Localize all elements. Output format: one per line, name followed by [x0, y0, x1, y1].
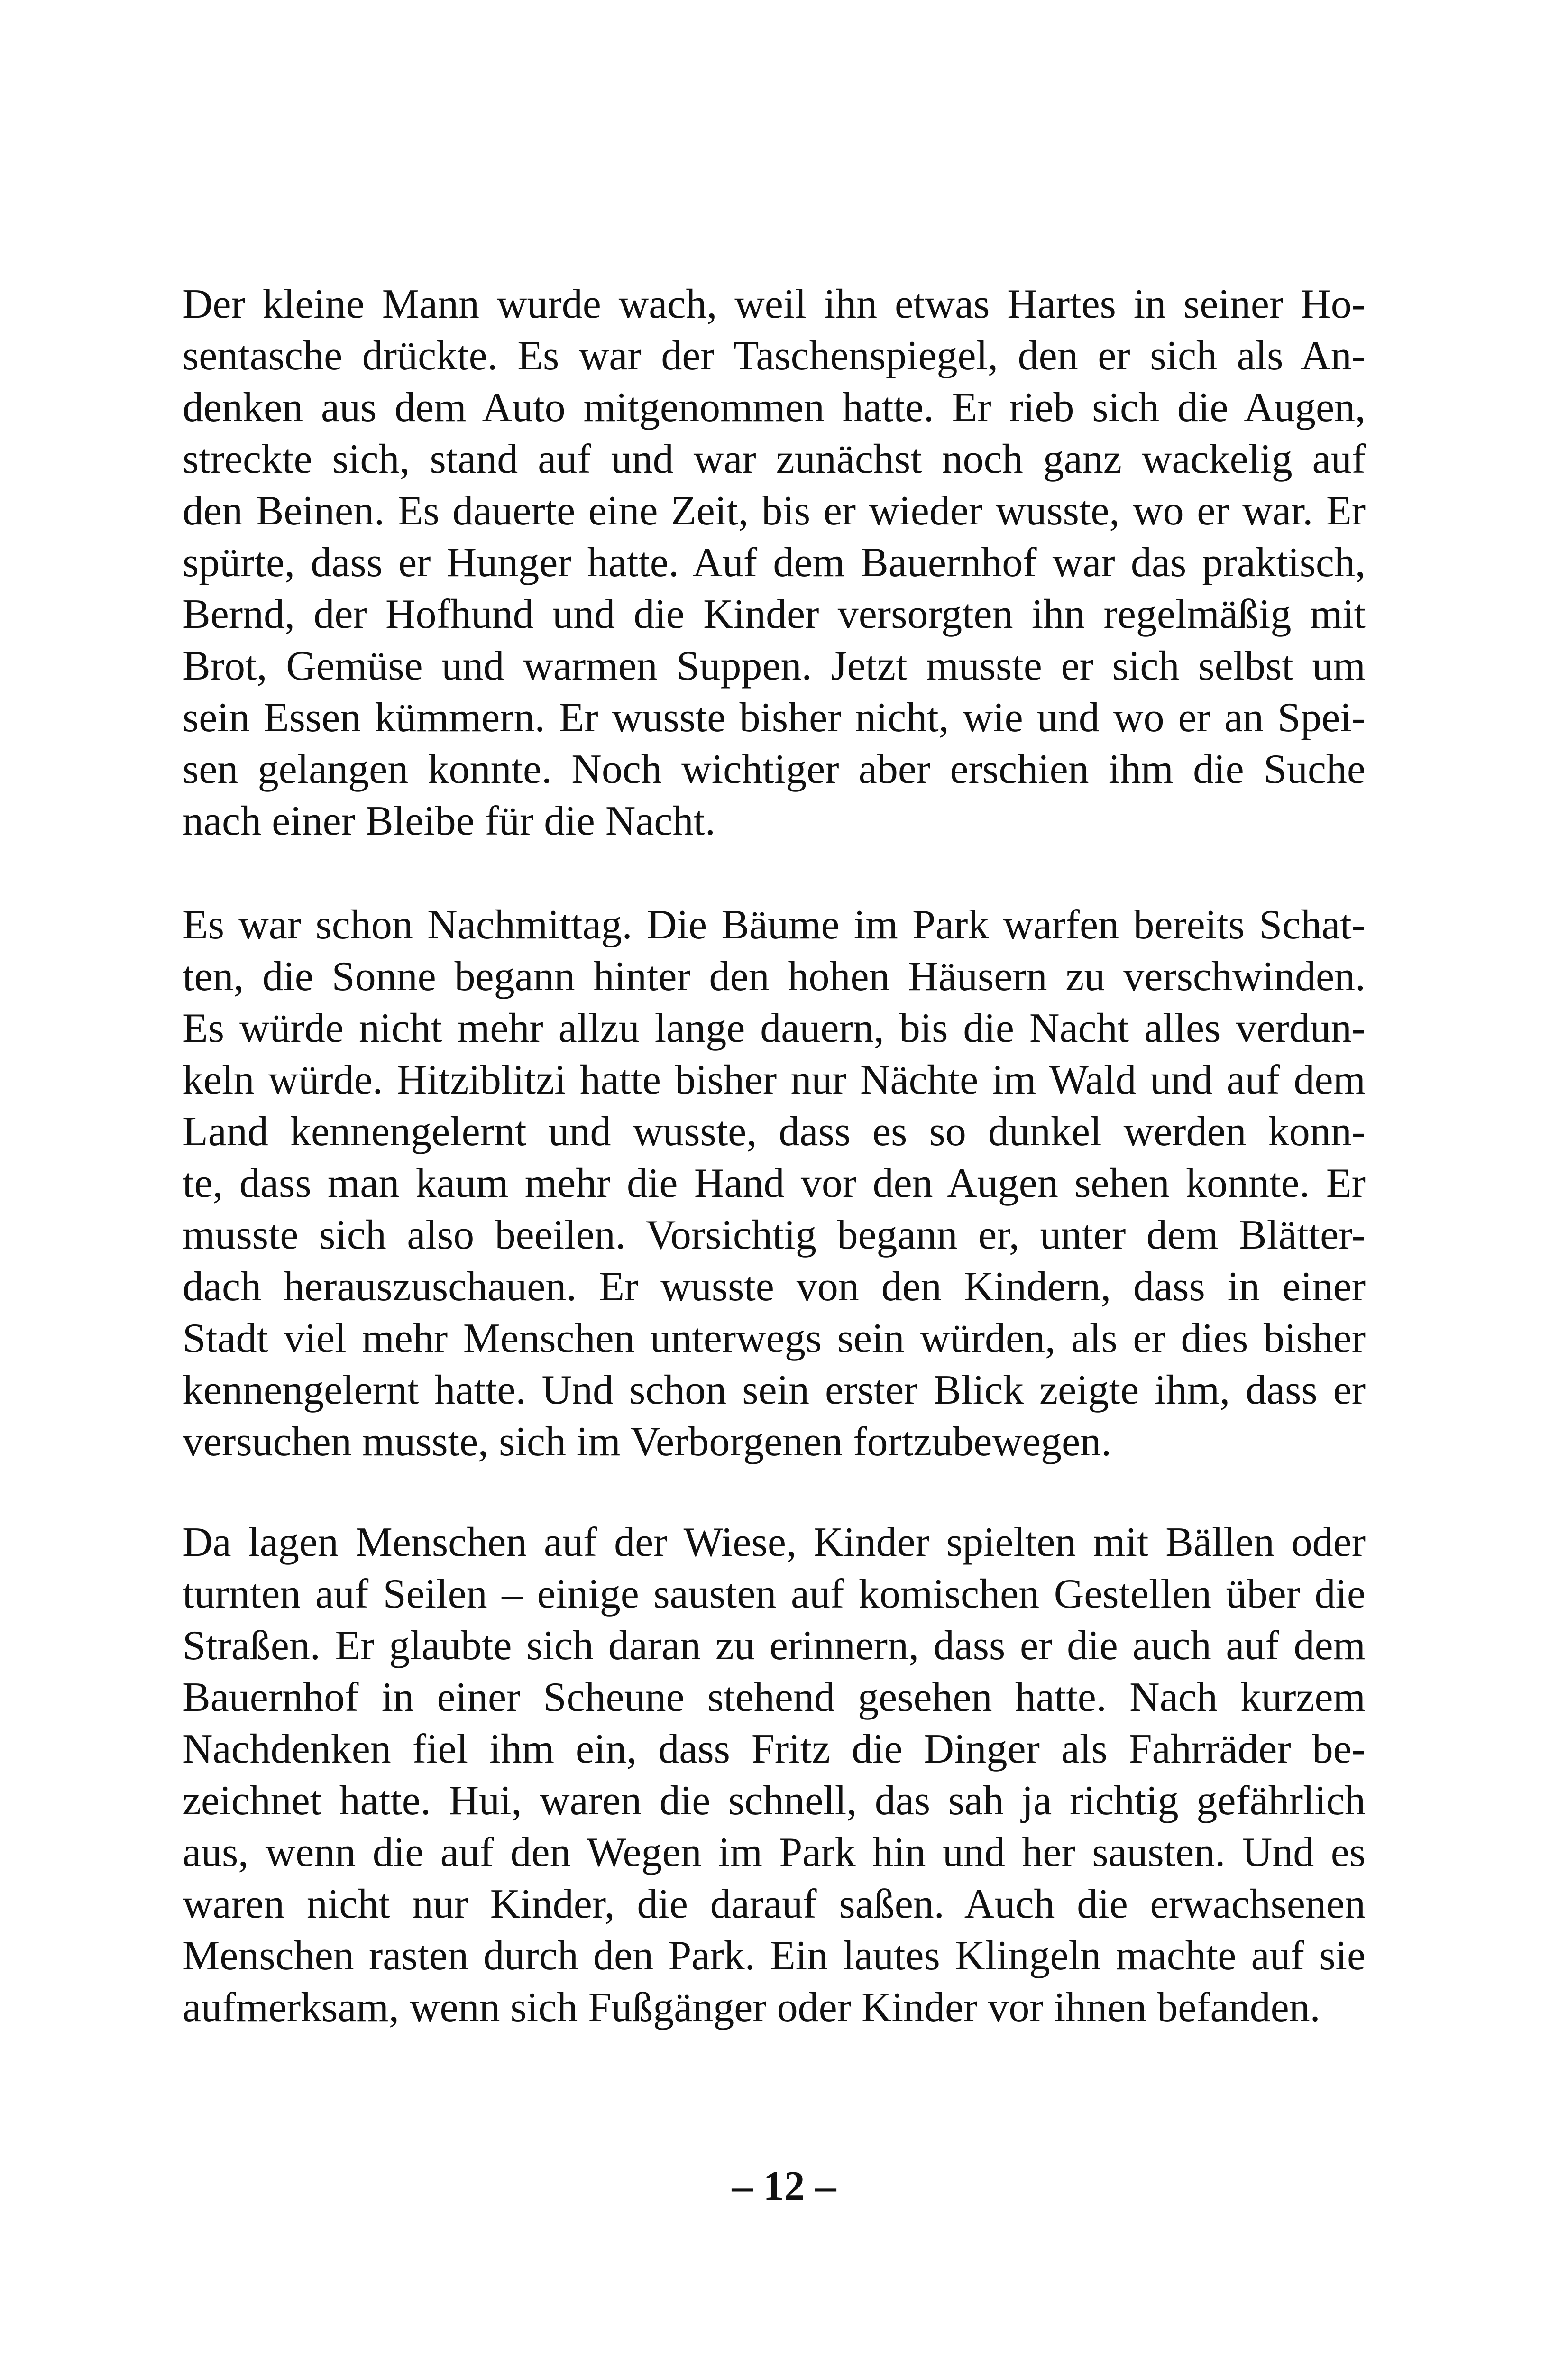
text-line: den Beinen. Es dauerte eine Zeit, bis er wieder wusste, wo er war. Er: [183, 488, 1366, 534]
text-line: Bauernhof in einer Scheune stehend gesehen hatte. Nach kurzem: [183, 1674, 1366, 1720]
text-line: keln würde. Hitziblitzi hatte bisher nur Nächte im Wald und auf dem: [183, 1057, 1366, 1103]
text-line: Stadt viel mehr Menschen unterwegs sein würden, als er dies bisher: [183, 1315, 1366, 1361]
paragraph-3: [183, 1516, 1366, 2033]
text-line: Es war schon Nachmittag. Die Bäume im Park warfen bereits Schat-: [183, 902, 1366, 948]
text-line: sentasche drückte. Es war der Taschenspiegel, den er sich als An-: [183, 333, 1366, 379]
text-line: Es würde nicht mehr allzu lange dauern, bis die Nacht alles verdun-: [183, 1005, 1366, 1051]
text-line: spürte, dass er Hunger hatte. Auf dem Bauernhof war das praktisch,: [183, 540, 1366, 586]
text-line: dach herauszuschauen. Er wusste von den Kindern, dass in einer: [183, 1264, 1366, 1310]
text-line: Da lagen Menschen auf der Wiese, Kinder spielten mit Bällen oder: [183, 1519, 1366, 1565]
paragraph-1: [183, 278, 1366, 847]
text-line: musste sich also beeilen. Vorsichtig begann er, unter dem Blätter-: [183, 1212, 1366, 1258]
text-line: nach einer Bleibe für die Nacht.: [183, 798, 715, 844]
text-line: denken aus dem Auto mitgenommen hatte. Er rieb sich die Augen,: [183, 385, 1366, 431]
text-line: Land kennengelernt und wusste, dass es so dunkel werden konn-: [183, 1109, 1366, 1155]
text-line: zeichnet hatte. Hui, waren die schnell, das sah ja richtig gefährlich: [183, 1778, 1366, 1824]
paragraph-2: [183, 899, 1366, 1468]
text-line: waren nicht nur Kinder, die darauf saßen. Auch die erwachsenen: [183, 1881, 1366, 1927]
text-line: sein Essen kümmern. Er wusste bisher nicht, wie und wo er an Spei-: [183, 695, 1366, 741]
text-line: Brot, Gemüse und warmen Suppen. Jetzt musste er sich selbst um: [183, 643, 1366, 689]
text-line: versuchen musste, sich im Verborgenen fortzubewegen.: [183, 1419, 1112, 1465]
text-line: te, dass man kaum mehr die Hand vor den Augen sehen konnte. Er: [183, 1160, 1366, 1206]
text-line: turnten auf Seilen – einige sausten auf komischen Gestellen über die: [183, 1571, 1366, 1617]
page-number: – 12 –: [732, 2163, 836, 2209]
text-line: sen gelangen konnte. Noch wichtiger aber erschien ihm die Suche: [183, 746, 1366, 792]
text-line: Menschen rasten durch den Park. Ein lautes Klingeln machte auf sie: [183, 1933, 1366, 1979]
text-line: aufmerksam, wenn sich Fußgänger oder Kinder vor ihnen befanden.: [183, 1985, 1320, 2031]
text-line: Bernd, der Hofhund und die Kinder versorgten ihn regelmäßig mit: [183, 591, 1366, 637]
text-line: Der kleine Mann wurde wach, weil ihn etwas Hartes in seiner Ho-: [183, 281, 1366, 327]
text-line: streckte sich, stand auf und war zunächst noch ganz wackelig auf: [183, 436, 1366, 482]
text-line: Nachdenken fiel ihm ein, dass Fritz die Dinger als Fahrräder be-: [183, 1726, 1366, 1772]
text-line: Straßen. Er glaubte sich daran zu erinnern, dass er die auch auf dem: [183, 1623, 1366, 1669]
text-line: aus, wenn die auf den Wegen im Park hin und her sausten. Und es: [183, 1829, 1366, 1875]
text-line: kennengelernt hatte. Und schon sein erster Blick zeigte ihm, dass er: [183, 1367, 1366, 1413]
text-line: ten, die Sonne begann hinter den hohen Häusern zu verschwinden.: [183, 954, 1366, 1000]
